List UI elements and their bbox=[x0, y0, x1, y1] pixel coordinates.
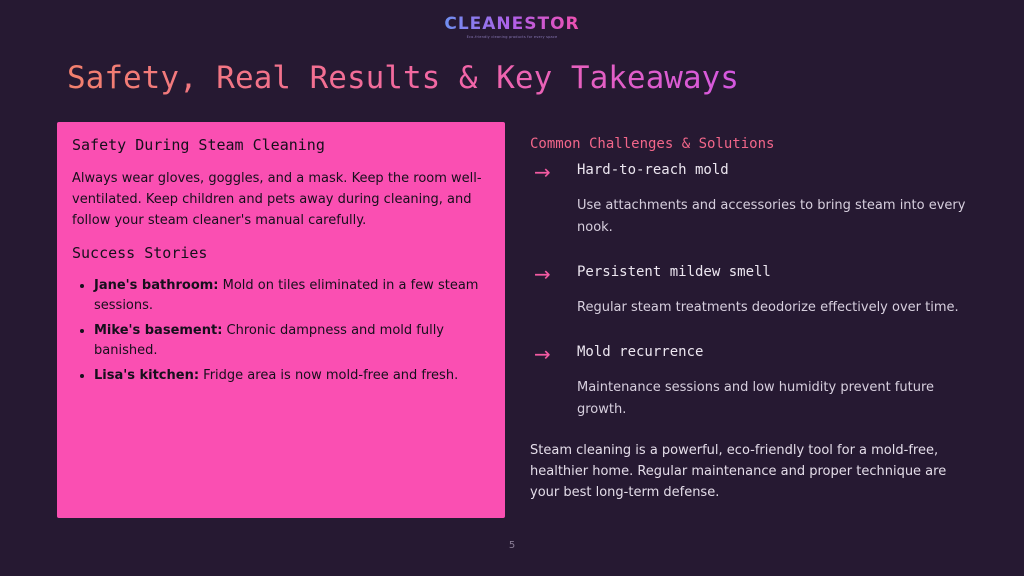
story-text: Fridge area is now mold-free and fresh. bbox=[199, 368, 459, 383]
story-name: Jane's bathroom: bbox=[94, 278, 219, 293]
challenge-item bbox=[530, 162, 970, 239]
arrow-right-icon: → bbox=[534, 160, 551, 184]
story-text: Chronic dampness and mold fully banished. bbox=[94, 323, 444, 358]
page-number: 5 bbox=[508, 540, 516, 551]
challenge-title: Hard-to-reach mold bbox=[577, 162, 729, 178]
safety-panel bbox=[57, 122, 505, 518]
brand-logo bbox=[0, 14, 1024, 39]
challenges-heading: Common Challenges & Solutions bbox=[530, 136, 775, 152]
challenge-desc: Use attachments and accessories to bring steam into every nook. bbox=[577, 198, 966, 235]
story-name: Mike's basement: bbox=[94, 323, 223, 338]
summary-text: Steam cleaning is a powerful, eco-friendly tool for a mold-free, healthier home. Regular maintenance and proper technique are your best long-term defense. bbox=[530, 443, 947, 500]
challenges-section bbox=[530, 136, 970, 503]
challenge-title: Mold recurrence bbox=[577, 344, 704, 360]
challenge-item bbox=[530, 344, 970, 421]
arrow-right-icon: → bbox=[534, 342, 551, 366]
arrow-right-icon: → bbox=[534, 262, 551, 286]
story-name: Lisa's kitchen: bbox=[94, 368, 200, 383]
challenge-desc: Maintenance sessions and low humidity prevent future growth. bbox=[577, 380, 935, 417]
safety-text: Always wear gloves, goggles, and a mask. Keep the room well-ventilated. Keep children and pets away during cleaning, and follow your steam cleaner's manual carefully. bbox=[72, 171, 482, 228]
list-item bbox=[94, 276, 490, 316]
list-item bbox=[94, 366, 490, 386]
story-text: Mold on tiles eliminated in a few steam sessions. bbox=[94, 278, 479, 313]
challenge-item bbox=[530, 264, 970, 319]
challenge-desc: Regular steam treatments deodorize effectively over time. bbox=[577, 300, 959, 315]
stories-list bbox=[72, 276, 490, 386]
challenge-title: Persistent mildew smell bbox=[577, 264, 771, 280]
list-item bbox=[94, 321, 490, 361]
slide-title: Safety, Real Results & Key Takeaways bbox=[67, 60, 739, 96]
stories-heading: Success Stories bbox=[72, 244, 208, 262]
logo-tagline: Eco-friendly cleaning products for every space bbox=[466, 35, 558, 39]
safety-heading: Safety During Steam Cleaning bbox=[72, 136, 325, 154]
logo-wordmark: CLEANESTOR bbox=[444, 14, 580, 34]
